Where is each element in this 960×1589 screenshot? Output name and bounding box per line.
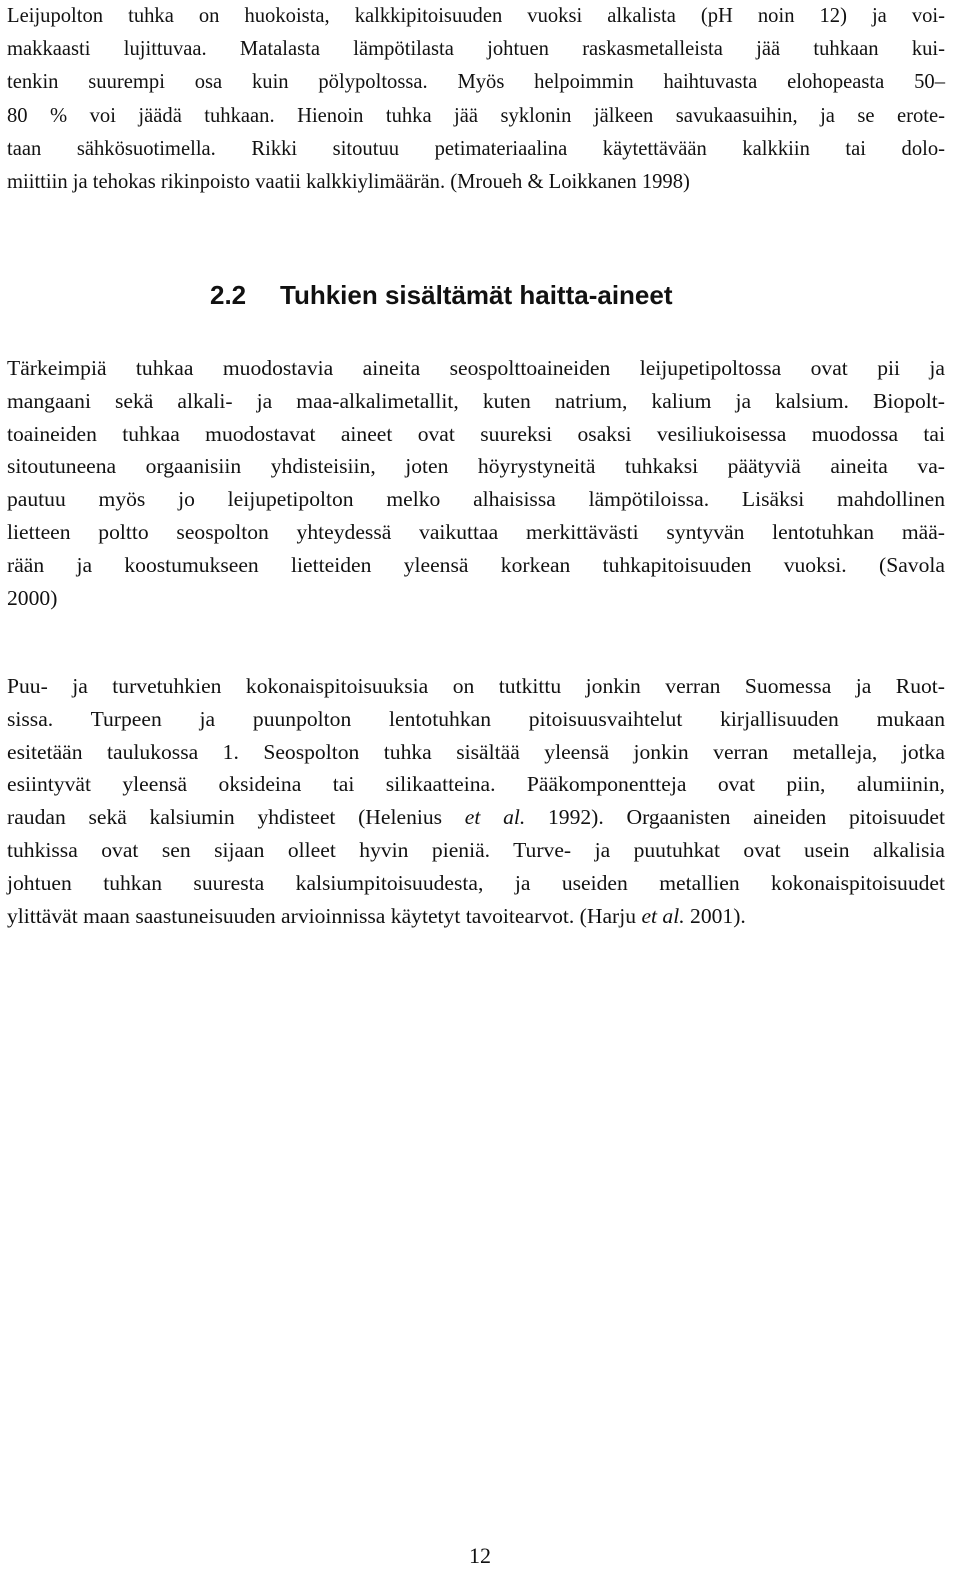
text-line: Puu- ja turvetuhkien kokonaispitoisuuksia on tutkittu jonkin verran Suomessa ja Ruot- — [7, 674, 945, 698]
text-line: rään ja koostumukseen lietteiden yleensä korkean tuhkapitoisuuden vuoksi. (Savola — [7, 552, 945, 577]
text-line: tuhkissa ovat sen sijaan olleet hyvin pieniä. Turve- ja puutuhkat ovat usein alkalisia — [7, 837, 945, 862]
section-number: 2.2 — [210, 280, 247, 310]
section-title: Tuhkien sisältämät haitta-aineet — [280, 280, 673, 310]
text-line: miittiin ja tehokas rikinpoisto vaatii kalkkiylimäärän. (Mroueh & Loikkanen 1998) — [7, 171, 690, 194]
text-line: mangaani sekä alkali- ja maa-alkalimetallit, kuten natrium, kalium ja kalsium. Biopolt- — [7, 388, 945, 413]
page-number: 12 — [469, 1543, 491, 1568]
text-line: 2000) — [7, 585, 58, 610]
text-line: sissa. Turpeen ja puunpolton lentotuhkan pitoisuusvaihtelut kirjallisuuden mukaan — [7, 706, 945, 731]
text-line: toaineiden tuhkaa muodostavat aineet ovat suureksi osaksi vesiliukoisessa muodossa tai — [7, 421, 945, 446]
paragraph-total-concentrations — [7, 670, 945, 932]
text-line: lietteen poltto seospolton yhteydessä vaikuttaa merkittävästi syntyvän lentotuhkan mää- — [7, 519, 945, 544]
text-run: 2001). — [684, 903, 746, 928]
italic-text: et al. — [464, 805, 526, 830]
italic-text: et al. — [641, 903, 685, 928]
text-run: ylittävät maan saastuneisuuden arvioinnissa käytetyt tavoitearvot. (Harju — [7, 903, 642, 928]
text-run: raudan sekä kalsiumin yhdisteet (Helenius — [7, 805, 465, 830]
text-line: Leijupolton tuhka on huokoista, kalkkipitoisuuden vuoksi alkalista (pH noin 12) ja voi- — [7, 5, 945, 27]
text-line: makkaasti lujittuvaa. Matalasta lämpötilasta johtuen raskasmetalleista jää tuhkaan kui- — [7, 38, 945, 61]
text-line: Tärkeimpiä tuhkaa muodostavia aineita seospolttoaineiden leijupetipoltossa ovat pii ja — [7, 356, 945, 380]
paragraph-fluidized-bed-ash — [7, 0, 945, 199]
text-line: pautuu myös jo leijupetipolton melko alhaisissa lämpötiloissa. Lisäksi mahdollinen — [7, 487, 945, 512]
text-line: tenkin suurempi osa kuin pölypoltossa. Myös helpoimmin haihtuvasta elohopeasta 50– — [7, 71, 945, 94]
text-line: esiintyvät yleensä oksideina tai silikaatteina. Pääkomponentteja ovat piin, alumiinin, — [7, 772, 945, 797]
paragraph-ash-components — [7, 352, 945, 614]
text-line: johtuen tuhkan suuresta kalsiumpitoisuudesta, ja useiden metallien kokonaispitoisuudet — [7, 870, 945, 895]
text-run: 1992). Orgaanisten aineiden pitoisuudet — [525, 805, 945, 830]
text-line: taan sähkösuotimella. Rikki sitoutuu petimateriaalina käytettävään kalkkiin tai dolo- — [7, 137, 945, 160]
text-line: esitetään taulukossa 1. Seospolton tuhka sisältää yleensä jonkin verran metalleja, jotka — [7, 739, 945, 764]
text-line — [7, 801, 945, 834]
text-line: sitoutuneena orgaanisiin yhdisteisiin, joten höyrystyneitä tuhkaksi päätyviä aineita va- — [7, 454, 945, 479]
section-heading — [210, 273, 673, 317]
document-page — [7, 0, 945, 928]
text-line: 80 % voi jäädä tuhkaan. Hienoin tuhka jää syklonin jälkeen savukaasuihin, ja se erote- — [7, 104, 945, 127]
text-line — [7, 900, 945, 933]
